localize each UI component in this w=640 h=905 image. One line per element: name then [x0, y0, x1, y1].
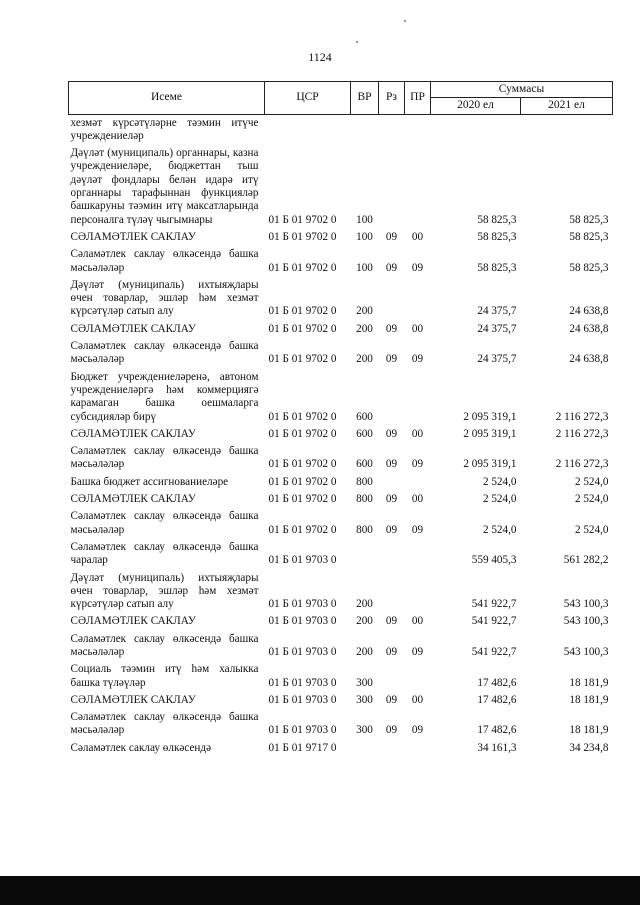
row-name: СӘЛАМӘТЛЕК САКЛАУ [70, 322, 196, 335]
scan-speck [356, 41, 358, 43]
row-amount-2020: 17 482,6 [477, 724, 517, 737]
row-vr: 600 [356, 410, 373, 423]
row-name: СӘЛАМӘТЛЕК САКЛАУ [70, 493, 196, 506]
row-csr: 01 Б 01 9702 0 [268, 475, 337, 488]
row-amount-2021: 2 524,0 [574, 475, 609, 488]
row-amount-2021: 561 282,2 [563, 554, 609, 567]
row-vr: 100 [356, 213, 373, 226]
row-amount-2020: 559 405,3 [471, 554, 517, 567]
table-row [69, 443, 613, 474]
row-vr: 200 [356, 645, 373, 658]
scan-speck [404, 20, 406, 22]
row-amount-2021: 543 100,3 [563, 645, 609, 658]
row-amount-2021: 24 638,8 [569, 353, 609, 366]
row-csr: 01 Б 01 9702 0 [268, 427, 337, 440]
row-rz: 09 [385, 645, 398, 658]
row-rz: 09 [385, 615, 398, 628]
row-amount-2021: 18 181,9 [569, 724, 609, 737]
table-row [69, 740, 613, 757]
table-row [69, 246, 613, 277]
row-amount-2020: 24 375,7 [477, 322, 517, 335]
table-row [69, 631, 613, 662]
row-name: СӘЛАМӘТЛЕК САКЛАУ [70, 615, 196, 628]
row-amount-2020: 541 922,7 [471, 645, 517, 658]
row-vr: 600 [356, 458, 373, 471]
table-row [69, 474, 613, 491]
row-vr: 200 [356, 615, 373, 628]
table-row [69, 321, 613, 338]
row-pr [405, 740, 431, 757]
row-rz [379, 277, 405, 321]
table-row [69, 491, 613, 508]
table-row [69, 338, 613, 369]
row-csr: 01 Б 01 9702 0 [268, 458, 337, 471]
row-amount-2021: 2 116 272,3 [555, 427, 609, 440]
row-pr [405, 570, 431, 614]
table-header [69, 82, 613, 115]
row-pr: 00 [411, 427, 424, 440]
header-csr: ЦСР [265, 82, 351, 115]
row-amount-2020: 17 482,6 [477, 676, 517, 689]
row-pr [405, 474, 431, 491]
row-pr [405, 277, 431, 321]
row-amount-2021: 2 524,0 [574, 493, 609, 506]
row-name: СӘЛАМӘТЛЕК САКЛАУ [70, 230, 196, 243]
row-amount-2021: 18 181,9 [569, 676, 609, 689]
row-rz [379, 740, 405, 757]
row-amount-2021: 58 825,3 [569, 261, 609, 274]
row-pr: 00 [411, 493, 424, 506]
row-pr: 09 [411, 645, 424, 658]
row-name: Сәламәтлек саклау өлкәсендә башка чаралар [70, 540, 259, 567]
row-vr: 100 [356, 261, 373, 274]
row-vr: 800 [356, 493, 373, 506]
table-row [69, 539, 613, 570]
row-amount-2021: 58 825,3 [569, 230, 609, 243]
row-vr [351, 114, 379, 145]
row-amount-2021: 34 234,8 [569, 741, 609, 754]
table-row [69, 145, 613, 229]
table-body [69, 114, 613, 757]
row-vr: 300 [356, 724, 373, 737]
table-row [69, 277, 613, 321]
row-amount-2021: 18 181,9 [569, 693, 609, 706]
row-rz: 09 [385, 261, 398, 274]
row-amount-2021: 2 524,0 [574, 523, 609, 536]
row-pr [405, 114, 431, 145]
row-amount-2020: 34 161,3 [477, 741, 517, 754]
row-csr: 01 Б 01 9702 0 [268, 305, 337, 318]
scan-edge [0, 876, 640, 905]
row-csr: 01 Б 01 9703 0 [268, 598, 337, 611]
table-row [69, 709, 613, 740]
row-amount-2020: 17 482,6 [477, 693, 517, 706]
row-vr: 800 [356, 523, 373, 536]
row-pr: 09 [411, 523, 424, 536]
row-amount-2020: 58 825,3 [477, 230, 517, 243]
row-name: Сәламәтлек саклау өлкәсендә башка мәсьәләләр [70, 248, 259, 274]
row-vr: 200 [356, 322, 373, 335]
row-csr: 01 Б 01 9702 0 [268, 523, 337, 536]
row-amount-2020: 24 375,7 [477, 305, 517, 318]
row-name: хезмәт күрсәтүләрне тәэмин итүче учреждениеләр [70, 116, 259, 142]
row-amount-2021: 2 116 272,3 [555, 458, 609, 471]
row-csr [265, 114, 351, 145]
row-amount-2020: 2 095 319,1 [463, 410, 517, 423]
row-pr: 00 [411, 322, 424, 335]
row-amount-2021: 2 116 272,3 [555, 410, 609, 423]
row-csr: 01 Б 01 9702 0 [268, 261, 337, 274]
row-csr: 01 Б 01 9703 0 [268, 724, 337, 737]
row-csr: 01 Б 01 9702 0 [268, 213, 337, 226]
header-year-2020: 2020 ел [431, 98, 521, 114]
table-row [69, 114, 613, 145]
row-csr: 01 Б 01 9703 0 [268, 615, 337, 628]
row-vr: 600 [356, 427, 373, 440]
row-rz [379, 114, 405, 145]
row-pr: 09 [411, 458, 424, 471]
row-name: Бюджет учреждениеләренә, автоном учреждениеләргә һәм коммерциягә карамаган башка оешмаларга субсидияләр бирү [70, 370, 259, 423]
row-rz: 09 [385, 427, 398, 440]
table-row [69, 692, 613, 709]
page-number: 1124 [308, 50, 332, 64]
row-csr: 01 Б 01 9703 0 [268, 693, 337, 706]
row-rz: 09 [385, 458, 398, 471]
table-row [69, 369, 613, 426]
row-pr: 09 [411, 353, 424, 366]
row-vr: 200 [356, 353, 373, 366]
row-amount-2020: 2 524,0 [482, 523, 517, 536]
row-amount-2021: 543 100,3 [563, 615, 609, 628]
row-pr [405, 539, 431, 570]
row-rz: 09 [385, 322, 398, 335]
row-csr: 01 Б 01 9703 0 [268, 645, 337, 658]
row-amount-2021: 58 825,3 [569, 213, 609, 226]
row-amount-2020: 24 375,7 [477, 353, 517, 366]
row-csr: 01 Б 01 9702 0 [268, 410, 337, 423]
header-pr: ПР [405, 82, 431, 115]
row-amount-2021 [521, 114, 613, 145]
budget-table [68, 81, 613, 757]
row-pr: 00 [411, 615, 424, 628]
row-name: Сәламәтлек саклау өлкәсендә [70, 741, 212, 754]
row-vr: 800 [356, 475, 373, 488]
row-name: Дәүләт (муниципаль) ихтыяҗлары өчен товарлар, эшләр һәм хезмәт күрсәтүләр сатып алу [70, 571, 259, 611]
row-amount-2020: 541 922,7 [471, 615, 517, 628]
table-row [69, 613, 613, 630]
row-rz [379, 570, 405, 614]
table-row [69, 661, 613, 692]
row-amount-2021: 24 638,8 [569, 322, 609, 335]
row-amount-2020: 58 825,3 [477, 261, 517, 274]
row-csr: 01 Б 01 9702 0 [268, 493, 337, 506]
row-pr [405, 661, 431, 692]
row-rz [379, 661, 405, 692]
header-year-2021: 2021 ел [521, 98, 613, 114]
row-vr: 300 [356, 693, 373, 706]
row-pr [405, 145, 431, 229]
row-name: СӘЛАМӘТЛЕК САКЛАУ [70, 693, 196, 706]
row-csr: 01 Б 01 9702 0 [268, 230, 337, 243]
row-rz: 09 [385, 523, 398, 536]
row-rz [379, 474, 405, 491]
row-pr: 09 [411, 261, 424, 274]
row-amount-2020: 2 524,0 [482, 493, 517, 506]
row-name: Дәүләт (муниципаль) органнары, казна учреждениеләре, бюджеттан тыш дәүләт фондлары белән идарә итү органнары тарафыннан функцияләр башкаруны тәэмин итү максатларында персоналга түләү чыгымнары [70, 147, 259, 226]
row-rz: 09 [385, 693, 398, 706]
row-rz: 09 [385, 353, 398, 366]
row-csr: 01 Б 01 9717 0 [268, 741, 337, 754]
table-row [69, 570, 613, 614]
row-vr: 100 [356, 230, 373, 243]
row-name: Сәламәтлек саклау өлкәсендә башка мәсьәләләр [70, 510, 259, 536]
row-rz: 09 [385, 724, 398, 737]
row-csr: 01 Б 01 9702 0 [268, 353, 337, 366]
row-rz [379, 539, 405, 570]
row-name: Сәламәтлек саклау өлкәсендә башка мәсьәләләр [70, 340, 259, 366]
row-name: Сәламәтлек саклау өлкәсендә башка мәсьәләләр [70, 632, 259, 658]
header-name: Исеме [69, 82, 265, 115]
row-pr [405, 369, 431, 426]
header-sums: Суммасы [431, 82, 613, 98]
row-amount-2021: 24 638,8 [569, 305, 609, 318]
row-name: Социаль тәэмин итү һәм халыкка башка түләүләр [70, 663, 259, 689]
header-rz: Рз [379, 82, 405, 115]
row-vr: 200 [356, 305, 373, 318]
row-csr: 01 Б 01 9703 0 [268, 554, 337, 567]
table-row [69, 426, 613, 443]
row-name: Башка бюджет ассигнованиеләре [70, 475, 229, 488]
row-amount-2021: 543 100,3 [563, 598, 609, 611]
row-vr: 200 [356, 598, 373, 611]
row-amount-2020 [431, 114, 521, 145]
row-vr [351, 539, 379, 570]
row-rz [379, 369, 405, 426]
row-rz: 09 [385, 230, 398, 243]
row-pr: 00 [411, 230, 424, 243]
table-row [69, 508, 613, 539]
row-vr: 300 [356, 676, 373, 689]
row-rz [379, 145, 405, 229]
row-amount-2020: 2 095 319,1 [463, 427, 517, 440]
row-name: СӘЛАМӘТЛЕК САКЛАУ [70, 427, 196, 440]
row-amount-2020: 541 922,7 [471, 598, 517, 611]
row-pr: 09 [411, 724, 424, 737]
row-name: Сәламәтлек саклау өлкәсендә башка мәсьәләләр [70, 445, 259, 471]
row-csr: 01 Б 01 9702 0 [268, 322, 337, 335]
row-name: Сәламәтлек саклау өлкәсендә башка мәсьәләләр [70, 711, 259, 737]
table-row [69, 229, 613, 246]
row-csr: 01 Б 01 9703 0 [268, 676, 337, 689]
row-pr: 00 [411, 693, 424, 706]
row-vr [351, 740, 379, 757]
row-rz: 09 [385, 493, 398, 506]
row-amount-2020: 58 825,3 [477, 213, 517, 226]
row-amount-2020: 2 524,0 [482, 475, 517, 488]
header-vr: ВР [351, 82, 379, 115]
row-name: Дәүләт (муниципаль) ихтыяҗлары өчен товарлар, эшләр һәм хезмәт күрсәтүләр сатып алу [70, 278, 259, 318]
row-amount-2020: 2 095 319,1 [463, 458, 517, 471]
